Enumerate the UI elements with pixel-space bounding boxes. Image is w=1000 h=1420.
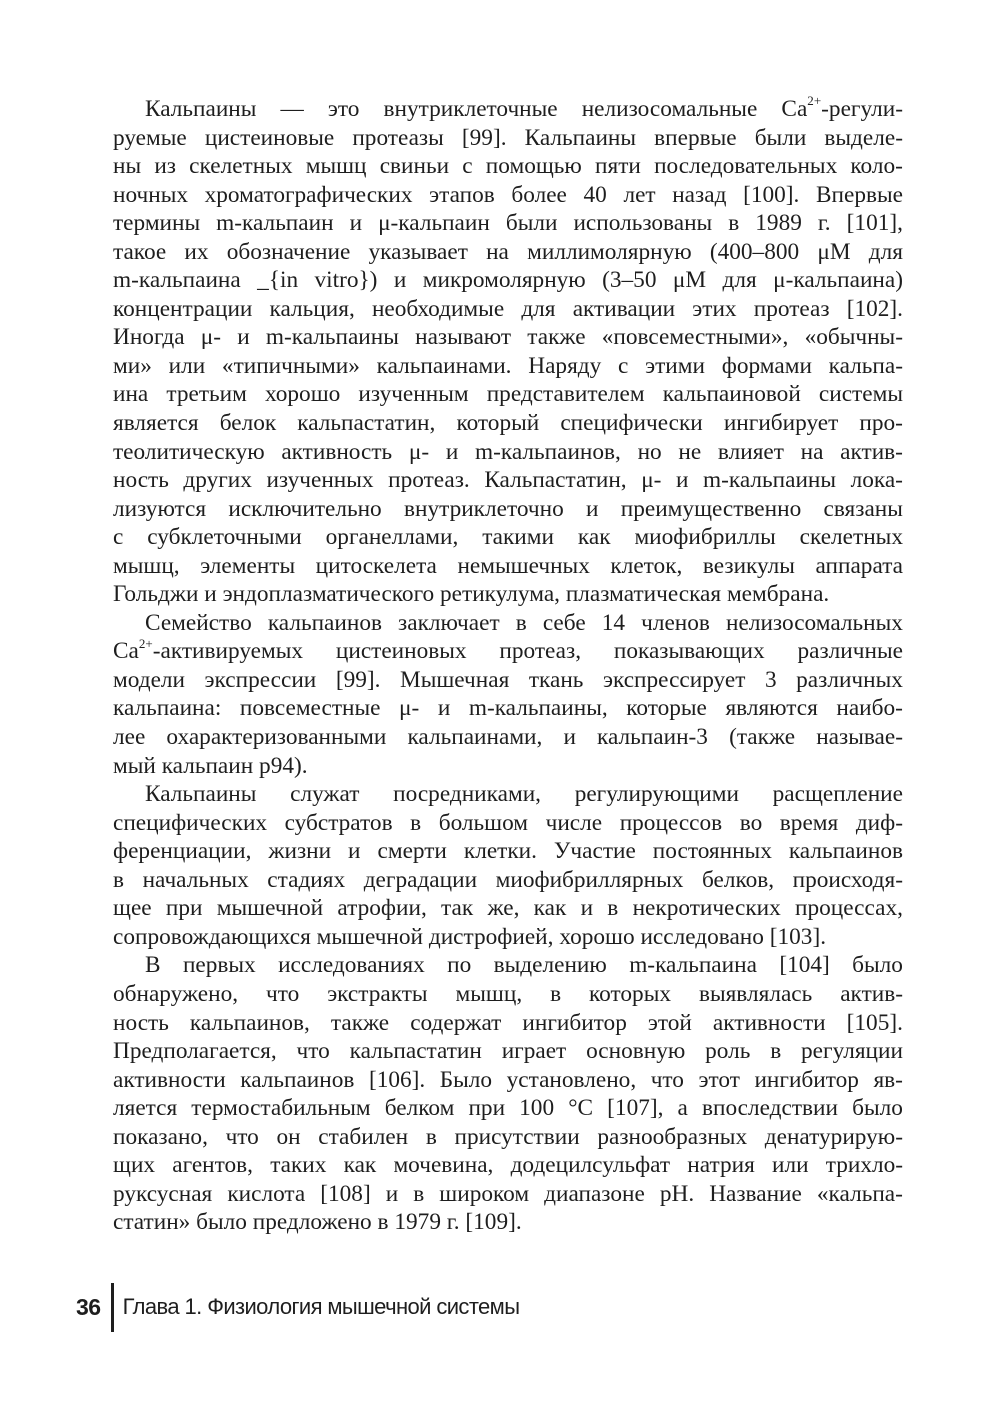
text-line: $Ca^{2+}$-активируемых цистеиновых протеаз, показывающих различные <box>113 635 903 665</box>
text-line: в начальных стадиях деградации миофибриллярных белков, происходя- <box>113 866 903 893</box>
text-line: m-кальпаина _{in vitro}) и микромолярную (3–50 μM для μ-кальпаина) <box>113 267 903 294</box>
text-line: щих агентов, таких как мочевина, додецилсульфат натрия или трихло- <box>113 1152 903 1179</box>
text-line: показано, что он стабилен в присутствии разнообразных денатурирую- <box>113 1123 903 1150</box>
text-line: специфических субстратов в большом числе процессов во время диф- <box>113 809 903 836</box>
text-line: концентрации кальция, необходимые для активации этих протеаз [102]. <box>113 295 903 322</box>
text-line: Предполагается, что кальпастатин играет основную роль в регуляции <box>113 1038 903 1065</box>
text-line: ность кальпаинов, также содержат ингибитор этой активности [105]. <box>113 1009 903 1036</box>
text-line: руемые цистеиновые протеазы [99]. Кальпаины впервые были выделе- <box>113 124 903 151</box>
text-line: ность других изученных протеаз. Кальпастатин, μ- и m-кальпаины лока- <box>113 467 903 494</box>
text-line: ляется термостабильным белком при 100 °C [107], а впоследствии было <box>113 1095 903 1122</box>
text-line: ференциации, жизни и смерти клетки. Участие постоянных кальпаинов <box>113 838 903 865</box>
text-line: ина третьим хорошо изученным представителем кальпаиновой системы <box>113 381 903 408</box>
text-line: лее охарактеризованными кальпаинами, и кальпаин-3 (также называе- <box>113 724 903 751</box>
text-line: теолитическую активность μ- и m-кальпаинов, но не влияет на актив- <box>113 438 903 465</box>
text-line: Гольджи и эндоплазматического ретикулума, плазматическая мембрана. <box>113 581 830 608</box>
page-footer <box>76 1282 519 1332</box>
text-line: Кальпаины — это внутриклеточные нелизосомальные $Ca^{2+}-регули-$ <box>145 93 903 122</box>
text-line: руксусная кислота [108] и в широком диапазоне pH. Название «кальпа- <box>113 1180 903 1207</box>
paragraph <box>113 780 903 951</box>
text-line: мышц, элементы цитоскелета немышечных клеток, везикулы аппарата <box>113 552 903 579</box>
text-line: статин» было предложено в 1979 г. [109]. <box>113 1209 522 1236</box>
paragraph <box>113 951 903 1236</box>
text-line: мый кальпаин p94). <box>113 752 308 779</box>
text-line: такое их обозначение указывает на миллимолярную (400–800 μM для <box>113 238 903 265</box>
text-line: кальпаина: повсеместные μ- и m-кальпаины, которые являются наибо- <box>113 695 903 722</box>
text-line: В первых исследованиях по выделению m-кальпаина [104] было <box>145 952 903 979</box>
text-line: сопровождающихся мышечной дистрофией, хорошо исследовано [103]. <box>113 923 827 950</box>
footer-divider <box>111 1283 114 1332</box>
text-line: является белок кальпастатин, который специфически ингибирует про- <box>113 410 903 437</box>
text-line: ми» или «типичными» кальпаинами. Наряду с этими формами кальпа- <box>113 352 903 379</box>
text-line: активности кальпаинов [106]. Было установлено, что этот ингибитор яв- <box>113 1066 903 1093</box>
running-head: Глава 1. Физиология мышечной системы <box>122 1294 520 1319</box>
text-line: ны из скелетных мышц свиньи с помощью пяти последовательных коло- <box>113 153 903 180</box>
text-line: модели экспрессии [99]. Мышечная ткань экспрессирует 3 различных <box>113 666 903 693</box>
text-line: Кальпаины служат посредниками, регулирующими расщепление <box>145 781 903 808</box>
page-number: 36 <box>76 1293 101 1320</box>
text-line: Семейство кальпаинов заключает в себе 14 членов нелизосомальных <box>145 609 903 636</box>
text-line: термины m-кальпаин и μ-кальпаин были использованы в 1989 г. [101], <box>113 210 903 237</box>
text-line: обнаружено, что экстракты мышц, в которых выявлялась актив- <box>113 980 903 1007</box>
text-line: Иногда μ- и m-кальпаины называют также «повсеместными», «обычны- <box>113 324 903 351</box>
body-text <box>113 95 903 1237</box>
text-line: щее при мышечной атрофии, так же, как и в некротических процессах, <box>113 895 903 922</box>
paragraph <box>113 95 903 609</box>
text-line: с субклеточными органеллами, такими как миофибриллы скелетных <box>113 524 903 551</box>
paragraph <box>113 609 903 780</box>
text-line: лизуются исключительно внутриклеточно и преимущественно связаны <box>113 495 903 522</box>
text-line: ночных хроматографических этапов более 40 лет назад [100]. Впервые <box>113 181 903 208</box>
